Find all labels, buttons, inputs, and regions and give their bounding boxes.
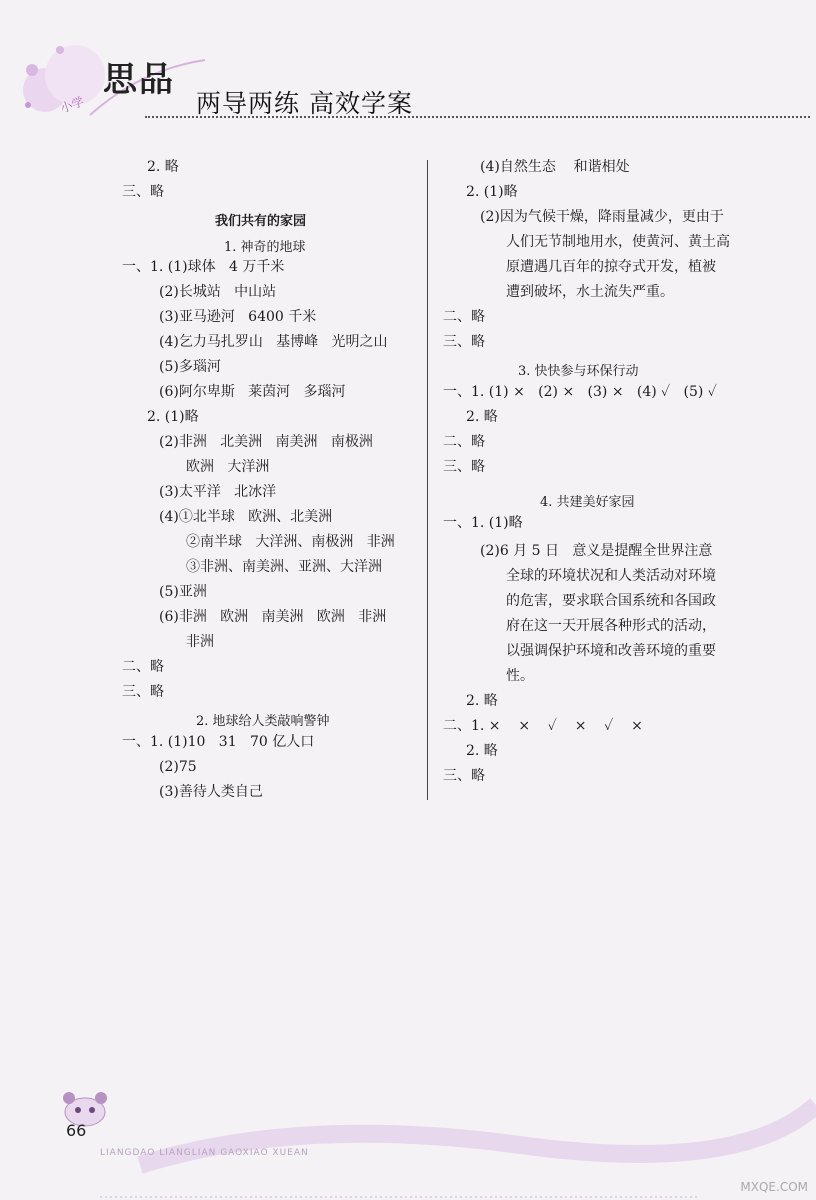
left-answer-line: (3)善待人类自己 (159, 784, 263, 800)
left-answer-line: (4)①北半球 欧洲、北美洲 (159, 509, 333, 525)
left-answer-line: 三、略 (122, 684, 164, 700)
left-answer-line: (6)阿尔卑斯 莱茵河 多瑙河 (159, 384, 346, 400)
right-answer-line: 一、1. (1) × (2) × (3) × (4) ✓ (5) ✓ (443, 384, 717, 400)
right-answer-line: (2)因为气候干燥，降雨量减少，更由于 (480, 209, 724, 225)
right-answer-line: 2. (1)略 (466, 184, 518, 200)
left-answer-line: (6)非洲 欧洲 南美洲 欧洲 非洲 (159, 609, 387, 625)
right-answer-line: 遭到破坏，水土流失严重。 (506, 284, 674, 300)
left-answer-line: (5)多瑙河 (159, 359, 221, 375)
right-answer-line: 人们无节制地用水，使黄河、黄土高 (506, 234, 730, 250)
right-answer-line: 全球的环境状况和人类活动对环境 (506, 568, 716, 584)
right-answer-line: 3. 快快参与环保行动 (518, 364, 639, 379)
right-answer-line: 2. 略 (466, 743, 498, 759)
left-answer-line: 一、1. (1)10 31 70 亿人口 (122, 734, 315, 750)
column-divider (427, 160, 428, 800)
left-answer-line: (3)太平洋 北冰洋 (159, 484, 277, 500)
left-answer-line: 2. 略 (147, 159, 179, 175)
right-answer-line: (2)6 月 5 日 意义是提醒全世界注意 (480, 543, 713, 559)
right-answer-line: 2. 略 (466, 693, 498, 709)
left-answer-line: ③非洲、南美洲、亚洲、大洋洲 (186, 559, 382, 575)
right-answer-line: 以强调保护环境和改善环境的重要 (506, 643, 716, 659)
left-answer-line: (2)75 (159, 759, 197, 775)
watermark-text: MXQE.COM (740, 1180, 808, 1194)
right-answer-line: 2. 略 (466, 409, 498, 425)
left-answer-line: 欧洲 大洋洲 (186, 459, 270, 475)
right-answer-line: 三、略 (443, 334, 485, 350)
grade-label: 小学 (58, 94, 86, 116)
left-answer-line: 2. (1)略 (147, 409, 199, 425)
left-answer-line: (2)非洲 北美洲 南美洲 南极洲 (159, 434, 373, 450)
right-answer-line: 一、1. (1)略 (443, 515, 523, 531)
left-answer-line: 一、1. (1)球体 4 万千米 (122, 259, 285, 275)
right-answer-line: 二、1. × × ✓ × ✓ × (443, 718, 643, 734)
right-answer-line: 性。 (506, 668, 534, 684)
right-answer-line: 的危害，要求联合国系统和各国政 (506, 593, 716, 609)
left-answer-line: (3)亚马逊河 6400 千米 (159, 309, 317, 325)
page-title: 两导两练 高效学案 (196, 89, 413, 118)
left-answer-line: (2)长城站 中山站 (159, 284, 277, 300)
left-answer-line: 2. 地球给人类敲响警钟 (196, 714, 330, 729)
header-divider (145, 116, 810, 118)
left-answer-line: 我们共有的家园 (215, 214, 307, 229)
brand-logo-text: 思品 (103, 60, 175, 100)
left-answer-line: (5)亚洲 (159, 584, 207, 600)
right-answer-line: (4)自然生态 和谐相处 (480, 159, 630, 175)
right-answer-line: 三、略 (443, 459, 485, 475)
left-answer-line: ②南半球 大洋洲、南极洲 非洲 (186, 534, 395, 550)
series-name: LIANGDAO LIANGLIAN GAOXIAO XUEAN (100, 1148, 309, 1158)
right-answer-line: 府在这一天开展各种形式的活动， (506, 618, 716, 634)
left-answer-line: 二、略 (122, 659, 164, 675)
page-number: 66 (66, 1121, 87, 1140)
right-answer-line: 原遭遇几百年的掠夺式开发，植被 (506, 259, 716, 275)
left-answer-line: 1. 神奇的地球 (224, 240, 306, 255)
left-answer-line: 非洲 (186, 634, 214, 650)
right-answer-line: 4. 共建美好家园 (540, 495, 635, 510)
right-answer-line: 三、略 (443, 768, 485, 784)
right-answer-line: 二、略 (443, 434, 485, 450)
footer-wave-decoration (0, 1085, 816, 1200)
left-answer-line: (4)乞力马扎罗山 基博峰 光明之山 (159, 334, 388, 350)
right-answer-line: 二、略 (443, 309, 485, 325)
left-answer-line: 三、略 (122, 184, 164, 200)
